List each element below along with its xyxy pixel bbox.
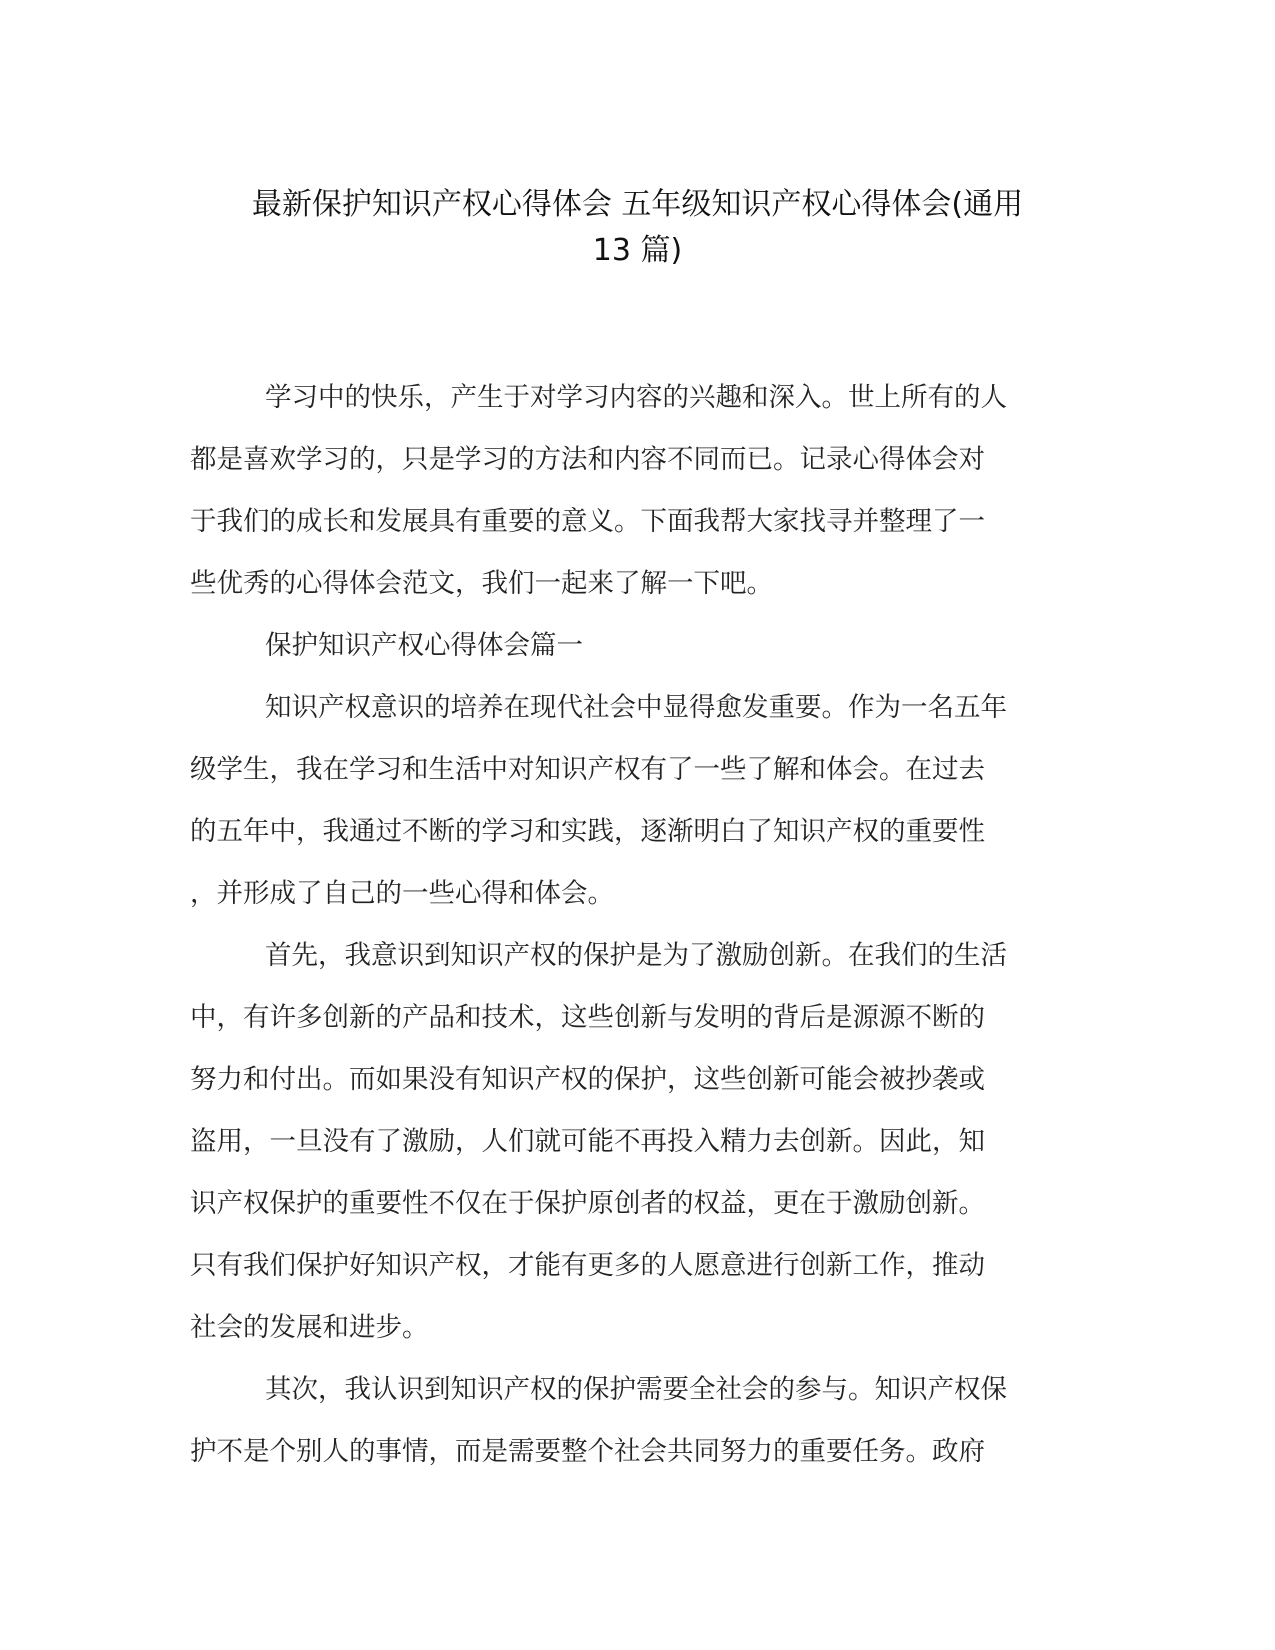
body-line: 社会的发展和进步。: [190, 1312, 429, 1343]
body-line: 只有我们保护好知识产权，才能有更多的人愿意进行创新工作，推动: [190, 1250, 985, 1281]
body-line: 学习中的快乐，产生于对学习内容的兴趣和深入。世上所有的人: [265, 382, 1007, 413]
body-line: 护不是个别人的事情，而是需要整个社会共同努力的重要任务。政府: [190, 1436, 985, 1467]
body-line: 级学生，我在学习和生活中对知识产权有了一些了解和体会。在过去: [190, 754, 985, 785]
title-line-2: 13 篇): [592, 233, 683, 268]
document-title: [150, 182, 1125, 274]
body-line: 保护知识产权心得体会篇一: [265, 630, 583, 661]
body-line: ，并形成了自己的一些心得和体会。: [190, 878, 614, 909]
body-line: 些优秀的心得体会范文，我们一起来了解一下吧。: [190, 568, 773, 599]
body-line: 于我们的成长和发展具有重要的意义。下面我帮大家找寻并整理了一: [190, 506, 985, 537]
body-line: 都是喜欢学习的，只是学习的方法和内容不同而已。记录心得体会对: [190, 444, 985, 475]
body-line: 盗用，一旦没有了激励，人们就可能不再投入精力去创新。因此，知: [190, 1126, 985, 1157]
body-line: 努力和付出。而如果没有知识产权的保护，这些创新可能会被抄袭或: [190, 1064, 985, 1095]
title-line-1: 最新保护知识产权心得体会 五年级知识产权心得体会(通用: [251, 187, 1024, 222]
document-body: [190, 367, 1080, 1483]
body-line: 识产权保护的重要性不仅在于保护原创者的权益，更在于激励创新。: [190, 1188, 985, 1219]
body-line: 知识产权意识的培养在现代社会中显得愈发重要。作为一名五年: [265, 692, 1007, 723]
body-line: 其次，我认识到知识产权的保护需要全社会的参与。知识产权保: [265, 1374, 1007, 1405]
body-line: 中，有许多创新的产品和技术，这些创新与发明的背后是源源不断的: [190, 1002, 985, 1033]
body-line: 首先，我意识到知识产权的保护是为了激励创新。在我们的生活: [265, 940, 1007, 971]
body-line: 的五年中，我通过不断的学习和实践，逐渐明白了知识产权的重要性: [190, 816, 985, 847]
